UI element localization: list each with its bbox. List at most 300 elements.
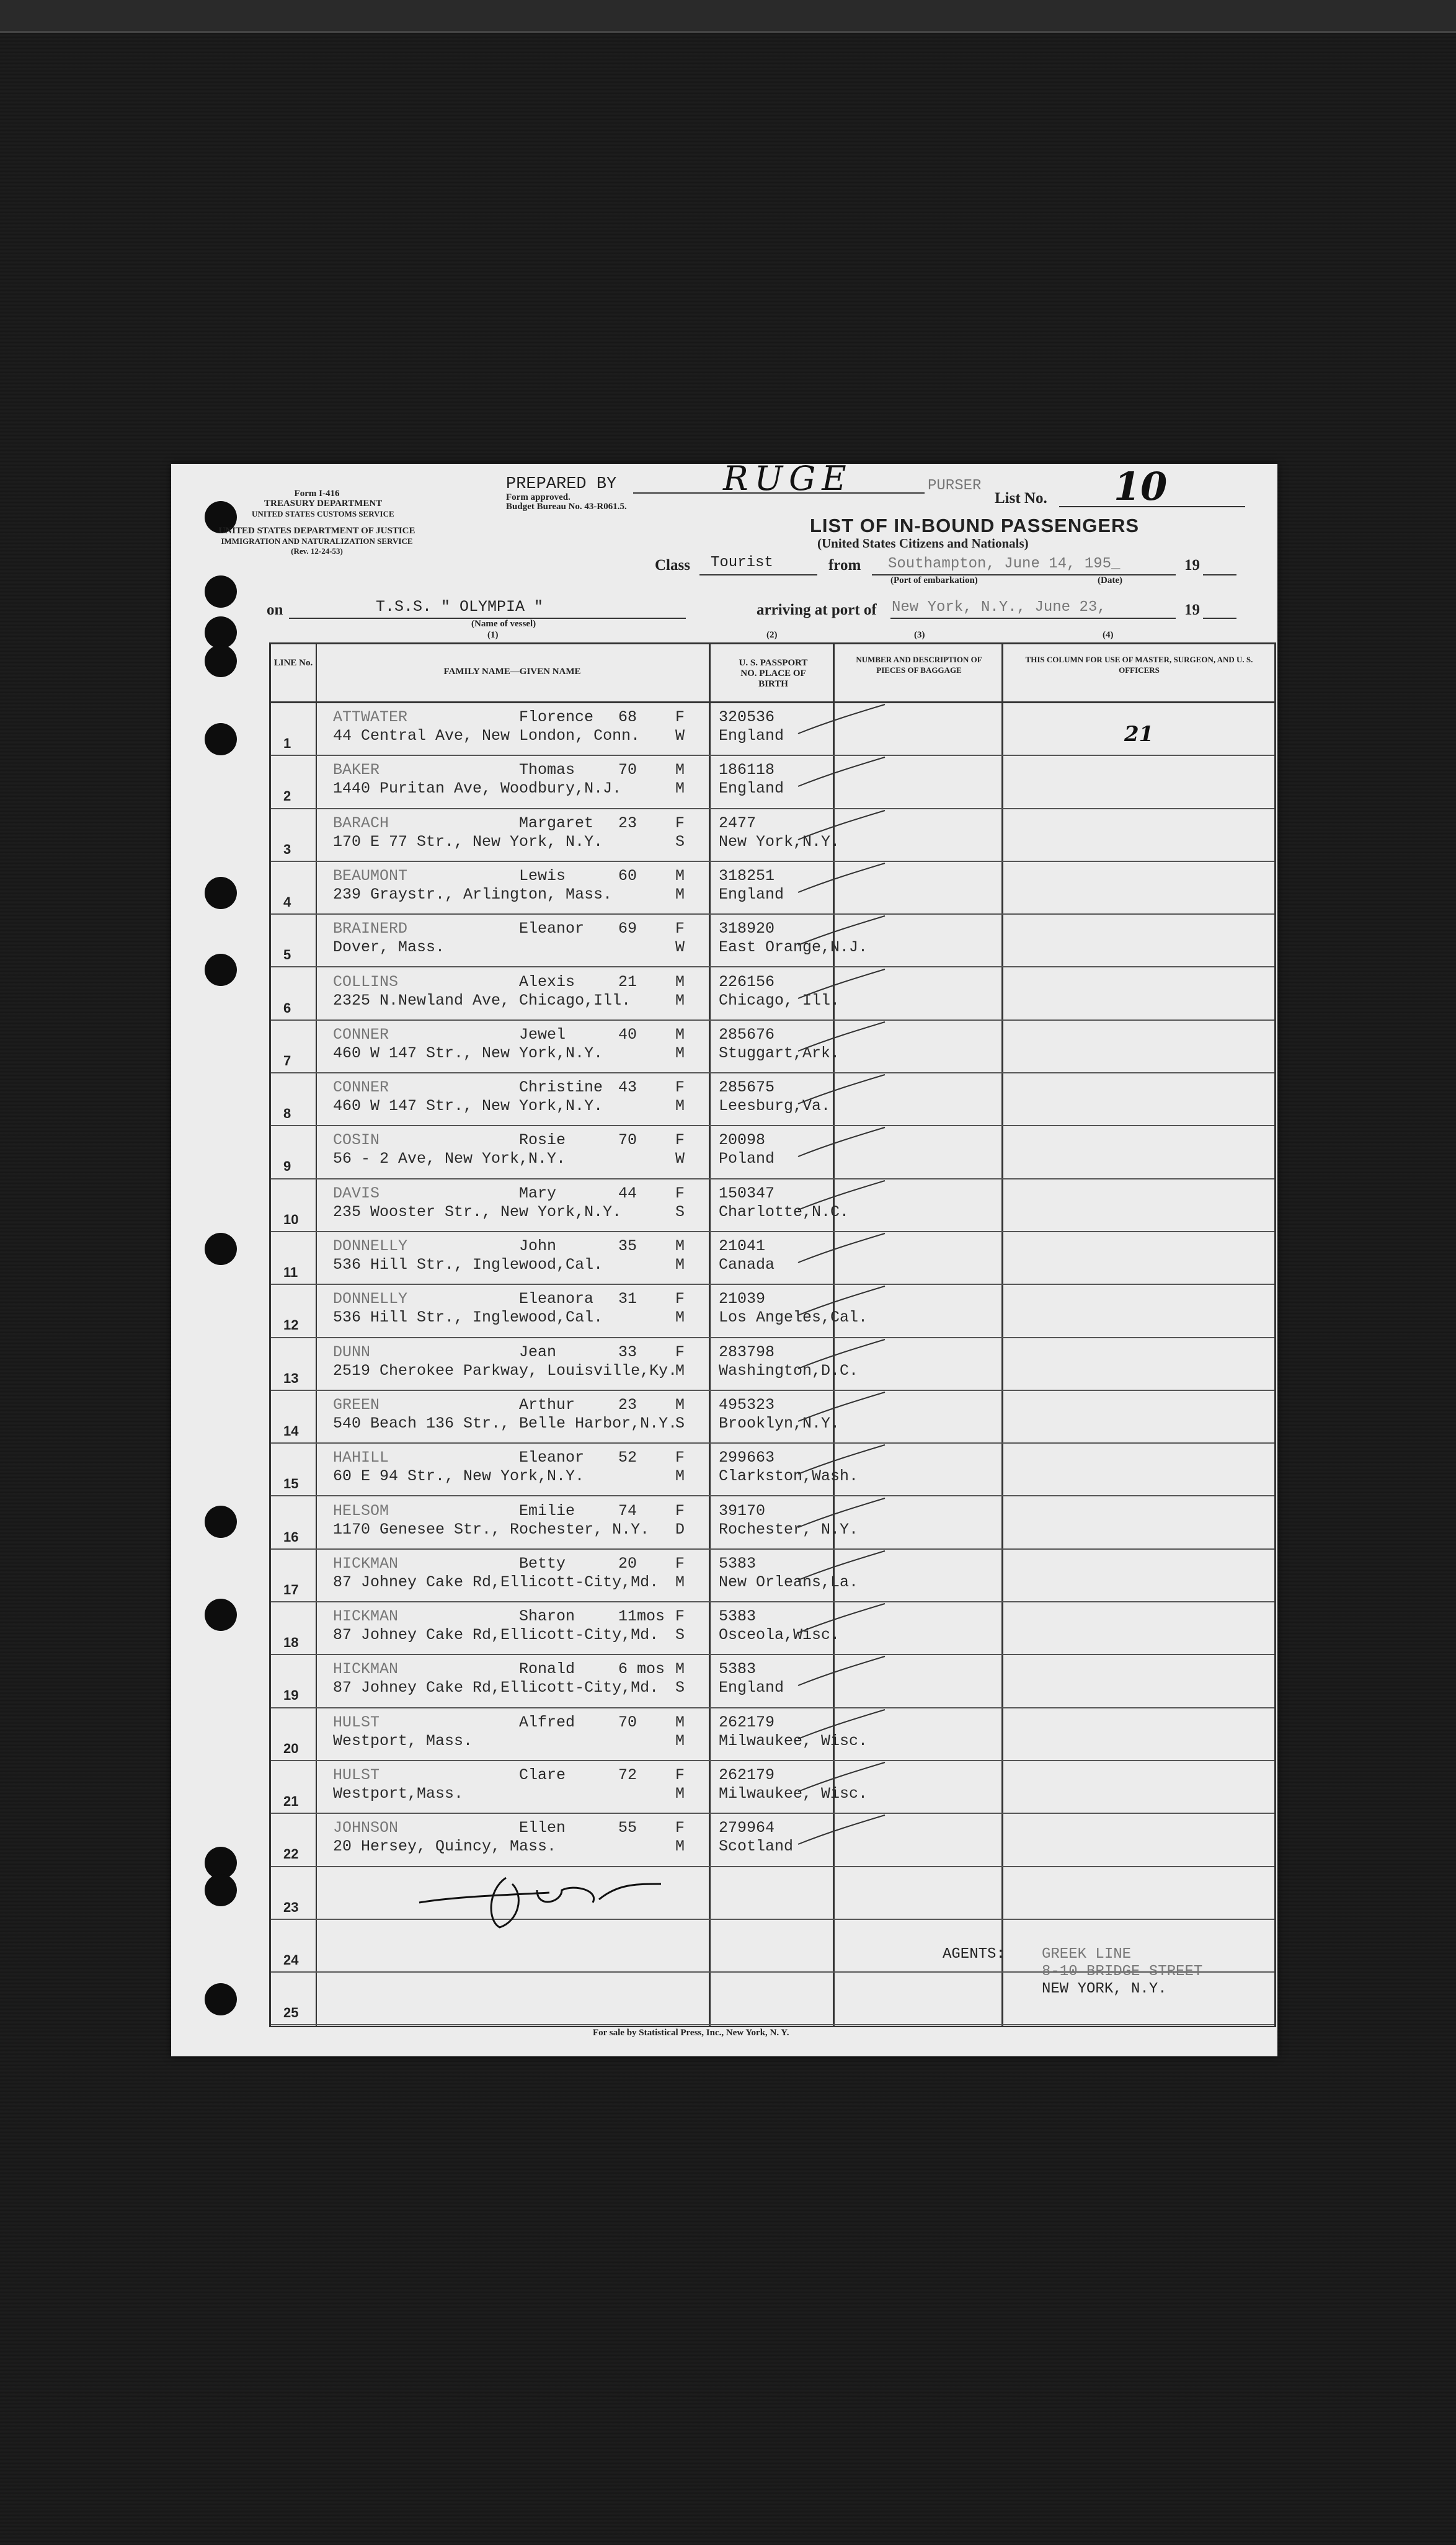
- table-row: [271, 1550, 1274, 1602]
- port-embarkation-caption: (Port of embarkation): [890, 575, 978, 585]
- age: 31: [618, 1290, 637, 1308]
- from-value: Southampton, June 14, 195_: [888, 556, 1121, 572]
- prepared-by-signature: RUGE: [723, 459, 853, 498]
- passport-number: 299663: [719, 1449, 775, 1467]
- table-row: [271, 1073, 1274, 1126]
- age: 68: [618, 708, 637, 726]
- line-number: 8: [283, 1106, 291, 1122]
- family-name: HAHILL: [333, 1449, 389, 1467]
- place-of-birth: Milwaukee, Wisc.: [719, 1785, 868, 1803]
- table-row: [271, 862, 1274, 915]
- check-mark: [792, 1651, 891, 1689]
- check-mark: [792, 1440, 891, 1477]
- table-row: [271, 1338, 1274, 1391]
- home-address: 20 Hersey, Quincy, Mass.: [333, 1837, 557, 1856]
- marital-status: M: [675, 1467, 685, 1486]
- sex: F: [675, 1131, 685, 1150]
- table-row: [271, 1232, 1274, 1285]
- sex: M: [675, 761, 685, 779]
- home-address: 1170 Genesee Str., Rochester, N.Y.: [333, 1520, 650, 1539]
- sex: F: [675, 1078, 685, 1097]
- year-label-1: 19: [1184, 557, 1200, 574]
- place-of-birth: Stuggart,Ark.: [719, 1044, 840, 1062]
- line-number: 7: [283, 1052, 291, 1068]
- form-approved: Form approved.: [506, 492, 570, 502]
- passport-number: 285676: [719, 1025, 775, 1044]
- sex: M: [675, 866, 685, 885]
- place-of-birth: Poland: [719, 1150, 775, 1168]
- sex: F: [675, 920, 685, 938]
- line-number: 19: [283, 1687, 299, 1703]
- family-name: BRAINERD: [333, 920, 408, 938]
- check-mark: [792, 1176, 891, 1213]
- vessel-value: T.S.S. " OLYMPIA ": [376, 598, 544, 616]
- punch-hole: [205, 877, 237, 909]
- sex: F: [675, 1554, 685, 1573]
- table-row: [271, 756, 1274, 809]
- age: 72: [618, 1766, 637, 1784]
- age: 23: [618, 1395, 637, 1414]
- table-row: [271, 968, 1274, 1021]
- passport-number: 226156: [719, 972, 775, 991]
- handwritten-signature: [413, 1865, 673, 1934]
- check-mark: [792, 1070, 891, 1107]
- class-label: Class: [655, 557, 690, 574]
- punch-hole: [205, 1983, 237, 2015]
- agents-label: AGENTS:: [943, 1946, 1005, 1963]
- passport-number: 5383: [719, 1607, 757, 1626]
- home-address: 2519 Cherokee Parkway, Louisville,Ky.: [333, 1361, 678, 1380]
- agents-line-3: NEW YORK, N.Y.: [1042, 1981, 1167, 1997]
- line-number: 6: [283, 1000, 291, 1016]
- check-mark: [792, 806, 891, 843]
- check-mark: [792, 700, 891, 737]
- purser-label: PURSER: [928, 477, 982, 494]
- family-name: BEAUMONT: [333, 866, 408, 885]
- place-of-birth: New York,N.Y.: [719, 832, 840, 851]
- document-page: [171, 459, 1277, 2056]
- family-name: DAVIS: [333, 1184, 380, 1202]
- punch-hole: [205, 954, 237, 986]
- place-of-birth: Osceola,Wisc.: [719, 1626, 840, 1645]
- punch-hole: [205, 723, 237, 755]
- age: 35: [618, 1237, 637, 1255]
- column-number-4: (4): [1103, 630, 1114, 640]
- age: 52: [618, 1449, 637, 1467]
- given-name: Margaret: [519, 814, 594, 832]
- passport-number: 285675: [719, 1078, 775, 1097]
- marital-status: M: [675, 885, 685, 904]
- line-number: 23: [283, 1899, 299, 1915]
- check-mark: [792, 1757, 891, 1795]
- passport-number: 279964: [719, 1819, 775, 1837]
- age: 21: [618, 972, 637, 991]
- passport-number: 262179: [719, 1766, 775, 1784]
- marital-status: W: [675, 1150, 685, 1168]
- given-name: Eleanora: [519, 1290, 594, 1308]
- place-of-birth: England: [719, 885, 784, 904]
- marital-status: M: [675, 1308, 685, 1327]
- line-number: 18: [283, 1635, 299, 1651]
- home-address: 460 W 147 Str., New York,N.Y.: [333, 1044, 603, 1062]
- punch-hole: [205, 575, 237, 608]
- passport-number: 320536: [719, 708, 775, 726]
- home-address: 87 Johney Cake Rd,Ellicott-City,Md.: [333, 1679, 659, 1697]
- age: 60: [618, 866, 637, 885]
- home-address: 44 Central Ave, New London, Conn.: [333, 727, 641, 745]
- line-number: 22: [283, 1846, 299, 1862]
- marital-status: M: [675, 1785, 685, 1803]
- home-address: 540 Beach 136 Str., Belle Harbor,N.Y.: [333, 1414, 678, 1432]
- sex: F: [675, 1343, 685, 1361]
- sex: F: [675, 1819, 685, 1837]
- passport-number: 21039: [719, 1290, 766, 1308]
- line-number: 1: [283, 735, 291, 751]
- dept-customs: UNITED STATES CUSTOMS SERVICE: [252, 509, 394, 518]
- passport-number: 39170: [719, 1501, 766, 1520]
- age: 33: [618, 1343, 637, 1361]
- arriving-value: New York, N.Y., June 23,: [892, 599, 1106, 616]
- marital-status: M: [675, 1361, 685, 1380]
- check-mark: [792, 752, 891, 789]
- marital-status: M: [675, 1097, 685, 1116]
- check-mark: [792, 1493, 891, 1530]
- arriving-line: [890, 618, 1176, 619]
- home-address: 170 E 77 Str., New York, N.Y.: [333, 832, 603, 851]
- table-row: [271, 703, 1274, 756]
- check-mark: [792, 1546, 891, 1583]
- list-no-value: 10: [1114, 464, 1168, 509]
- table-row: [271, 1602, 1274, 1655]
- given-name: Jean: [519, 1343, 557, 1361]
- given-name: Jewel: [519, 1025, 566, 1044]
- check-mark: [792, 964, 891, 1002]
- punch-hole: [205, 1599, 237, 1631]
- line-number: 15: [283, 1476, 299, 1492]
- passport-number: 262179: [719, 1713, 775, 1731]
- vessel-column-number: (1): [487, 630, 499, 640]
- sex: F: [675, 1607, 685, 1626]
- place-of-birth: Charlotte,N.C.: [719, 1202, 850, 1221]
- place-of-birth: East Orange,N.J.: [719, 938, 868, 957]
- sex: M: [675, 1713, 685, 1731]
- age: 55: [618, 1819, 637, 1837]
- line-number: 11: [283, 1264, 298, 1280]
- sex: M: [675, 1660, 685, 1679]
- table-row: [271, 1285, 1274, 1338]
- place-of-birth: England: [719, 1679, 784, 1697]
- passenger-table: [269, 642, 1276, 2027]
- family-name: JOHNSON: [333, 1819, 399, 1837]
- on-label: on: [267, 602, 283, 618]
- footer-printer: For sale by Statistical Press, Inc., New York, N. Y.: [593, 2028, 789, 2038]
- agents-line-2: 8-10 BRIDGE STREET: [1042, 1963, 1203, 1980]
- table-row: [271, 1126, 1274, 1179]
- sex: F: [675, 1290, 685, 1308]
- marital-status: M: [675, 779, 685, 798]
- table-row: [271, 1179, 1274, 1232]
- dept-immigration: IMMIGRATION AND NATURALIZATION SERVICE: [221, 536, 413, 546]
- family-name: BARACH: [333, 814, 389, 832]
- given-name: Rosie: [519, 1131, 566, 1150]
- given-name: Alexis: [519, 972, 575, 991]
- age: 11mos: [618, 1607, 665, 1626]
- scan-top-strip: [0, 0, 1456, 33]
- family-name: DONNELLY: [333, 1290, 408, 1308]
- header-line-no: LINE No.: [273, 658, 313, 668]
- year-label-2: 19: [1184, 602, 1200, 618]
- place-of-birth: Washington,D.C.: [719, 1361, 859, 1380]
- place-of-birth: Brooklyn,N.Y.: [719, 1414, 840, 1432]
- home-address: 87 Johney Cake Rd,Ellicott-City,Md.: [333, 1626, 659, 1645]
- home-address: Westport,Mass.: [333, 1785, 464, 1803]
- check-mark: [792, 1599, 891, 1636]
- age: 20: [618, 1554, 637, 1573]
- marital-status: M: [675, 1256, 685, 1274]
- family-name: DUNN: [333, 1343, 371, 1361]
- sex: M: [675, 972, 685, 991]
- officer-note: 21: [1124, 722, 1154, 747]
- given-name: John: [519, 1237, 557, 1255]
- from-label: from: [828, 557, 861, 574]
- year-line-2: [1203, 618, 1236, 619]
- place-of-birth: Leesburg,Va.: [719, 1097, 831, 1116]
- sex: M: [675, 1237, 685, 1255]
- sex: F: [675, 1449, 685, 1467]
- marital-status: S: [675, 1626, 685, 1645]
- family-name: GREEN: [333, 1395, 380, 1414]
- passport-number: 318251: [719, 866, 775, 885]
- arriving-label: arriving at port of: [757, 602, 877, 618]
- dept-justice: UNITED STATES DEPARTMENT OF JUSTICE: [218, 526, 415, 536]
- agents-line-1: GREEK LINE: [1042, 1946, 1132, 1963]
- marital-status: M: [675, 1573, 685, 1591]
- line-number: 20: [283, 1740, 299, 1756]
- header-officers: THIS COLUMN FOR USE OF MASTER, SURGEON, AND U. S. OFFICERS: [1025, 655, 1253, 675]
- header-baggage: NUMBER AND DESCRIPTION OF PIECES OF BAGGAGE: [856, 655, 982, 675]
- marital-status: S: [675, 1414, 685, 1432]
- sex: M: [675, 1395, 685, 1414]
- given-name: Mary: [519, 1184, 557, 1202]
- place-of-birth: England: [719, 779, 784, 798]
- line-number: 9: [283, 1158, 291, 1175]
- date-caption: (Date): [1098, 575, 1122, 585]
- table-row: [271, 1655, 1274, 1708]
- family-name: HELSOM: [333, 1501, 389, 1520]
- place-of-birth: Los Angeles,Cal.: [719, 1308, 868, 1327]
- passport-number: 318920: [719, 920, 775, 938]
- line-number: 3: [283, 841, 291, 857]
- marital-status: S: [675, 1202, 685, 1221]
- table-row: [271, 1708, 1274, 1761]
- family-name: HULST: [333, 1766, 380, 1784]
- given-name: Eleanor: [519, 1449, 585, 1467]
- given-name: Betty: [519, 1554, 566, 1573]
- place-of-birth: Clarkston,Wash.: [719, 1467, 859, 1486]
- sex: F: [675, 1501, 685, 1520]
- home-address: Dover, Mass.: [333, 938, 445, 957]
- family-name: HULST: [333, 1713, 380, 1731]
- home-address: 235 Wooster Str., New York,N.Y.: [333, 1202, 622, 1221]
- check-mark: [792, 911, 891, 948]
- given-name: Ellen: [519, 1819, 566, 1837]
- line-number: 10: [283, 1211, 299, 1227]
- dept-treasury: TREASURY DEPARTMENT: [264, 499, 383, 509]
- home-address: 56 - 2 Ave, New York,N.Y.: [333, 1150, 566, 1168]
- check-mark: [792, 858, 891, 895]
- marital-status: W: [675, 938, 685, 957]
- budget-bureau: Budget Bureau No. 43-R061.5.: [506, 502, 627, 512]
- header-family-name: FAMILY NAME—GIVEN NAME: [443, 667, 581, 677]
- home-address: Westport, Mass.: [333, 1731, 473, 1750]
- home-address: 60 E 94 Str., New York,N.Y.: [333, 1467, 585, 1486]
- marital-status: W: [675, 727, 685, 745]
- check-mark: [792, 1335, 891, 1372]
- family-name: HICKMAN: [333, 1554, 399, 1573]
- given-name: Ronald: [519, 1660, 575, 1679]
- line-number: 25: [283, 2005, 299, 2021]
- check-mark: [792, 1705, 891, 1742]
- check-mark: [792, 1387, 891, 1424]
- form-number: Form I-416: [294, 489, 340, 499]
- class-value: Tourist: [711, 554, 773, 571]
- header-passport: U. S. PASSPORT NO. PLACE OF BIRTH: [739, 658, 808, 689]
- marital-status: M: [675, 991, 685, 1010]
- form-revision: (Rev. 12-24-53): [291, 546, 343, 556]
- line-number: 5: [283, 947, 291, 963]
- given-name: Sharon: [519, 1607, 575, 1626]
- passport-number: 5383: [719, 1660, 757, 1679]
- check-mark: [792, 1017, 891, 1054]
- age: 69: [618, 920, 637, 938]
- line-number: 13: [283, 1370, 299, 1386]
- line-number: 14: [283, 1423, 299, 1439]
- place-of-birth: England: [719, 727, 784, 745]
- table-row: [271, 1391, 1274, 1444]
- marital-status: S: [675, 1679, 685, 1697]
- line-number: 2: [283, 788, 291, 804]
- passport-number: 186118: [719, 761, 775, 779]
- given-name: Eleanor: [519, 920, 585, 938]
- column-number-3: (3): [914, 630, 925, 640]
- age: 40: [618, 1025, 637, 1044]
- passport-number: 20098: [719, 1131, 766, 1150]
- given-name: Clare: [519, 1766, 566, 1784]
- given-name: Arthur: [519, 1395, 575, 1414]
- passport-number: 2477: [719, 814, 757, 832]
- table-row: [271, 1444, 1274, 1496]
- place-of-birth: Scotland: [719, 1837, 794, 1856]
- prepared-by-label: PREPARED BY: [506, 475, 617, 494]
- line-number: 16: [283, 1529, 299, 1545]
- place-of-birth: Milwaukee, Wisc.: [719, 1731, 868, 1750]
- home-address: 239 Graystr., Arlington, Mass.: [333, 885, 613, 904]
- column-number-2: (2): [766, 630, 778, 640]
- given-name: Christine: [519, 1078, 603, 1097]
- family-name: HICKMAN: [333, 1660, 399, 1679]
- age: 70: [618, 1131, 637, 1150]
- marital-status: M: [675, 1731, 685, 1750]
- family-name: ATTWATER: [333, 708, 408, 726]
- table-row: [271, 809, 1274, 862]
- age: 44: [618, 1184, 637, 1202]
- place-of-birth: Rochester, N.Y.: [719, 1520, 859, 1539]
- home-address: 536 Hill Str., Inglewood,Cal.: [333, 1256, 603, 1274]
- line-number: 21: [283, 1793, 299, 1809]
- table-row: [271, 1021, 1274, 1073]
- place-of-birth: Canada: [719, 1256, 775, 1274]
- sex: F: [675, 814, 685, 832]
- given-name: Emilie: [519, 1501, 575, 1520]
- line-number: 24: [283, 1952, 299, 1968]
- document-subtitle: (United States Citizens and Nationals): [817, 536, 1029, 551]
- place-of-birth: Chicago, Ill.: [719, 991, 840, 1010]
- table-row: [271, 915, 1274, 967]
- given-name: Thomas: [519, 761, 575, 779]
- punch-hole: [205, 1233, 237, 1265]
- line-number: 12: [283, 1317, 299, 1333]
- age: 43: [618, 1078, 637, 1097]
- line-number: 17: [283, 1581, 299, 1597]
- age: 74: [618, 1501, 637, 1520]
- sex: M: [675, 1025, 685, 1044]
- given-name: Alfred: [519, 1713, 575, 1731]
- family-name: CONNER: [333, 1025, 389, 1044]
- row-divider: [271, 2024, 1274, 2025]
- passport-number: 495323: [719, 1395, 775, 1414]
- marital-status: D: [675, 1520, 685, 1539]
- marital-status: S: [675, 832, 685, 851]
- sex: F: [675, 708, 685, 726]
- check-mark: [792, 1122, 891, 1160]
- marital-status: M: [675, 1044, 685, 1062]
- family-name: DONNELLY: [333, 1237, 408, 1255]
- line-number: 4: [283, 894, 291, 910]
- table-row: [271, 1814, 1274, 1867]
- age: 70: [618, 1713, 637, 1731]
- sex: F: [675, 1766, 685, 1784]
- family-name: COSIN: [333, 1131, 380, 1150]
- family-name: HICKMAN: [333, 1607, 399, 1626]
- class-line: [699, 574, 817, 575]
- given-name: Lewis: [519, 866, 566, 885]
- check-mark: [792, 1281, 891, 1318]
- family-name: BAKER: [333, 761, 380, 779]
- home-address: 2325 N.Newland Ave, Chicago,Ill.: [333, 991, 631, 1010]
- year-line-1: [1203, 574, 1236, 575]
- passport-number: 21041: [719, 1237, 766, 1255]
- home-address: 87 Johney Cake Rd,Ellicott-City,Md.: [333, 1573, 659, 1591]
- age: 23: [618, 814, 637, 832]
- sex: F: [675, 1184, 685, 1202]
- punch-hole: [205, 616, 237, 649]
- passport-number: 150347: [719, 1184, 775, 1202]
- check-mark: [792, 1228, 891, 1266]
- given-name: Florence: [519, 708, 594, 726]
- table-row: [271, 1497, 1274, 1550]
- age: 6 mos: [618, 1660, 665, 1679]
- place-of-birth: New Orleans,La.: [719, 1573, 859, 1591]
- punch-hole: [205, 1506, 237, 1538]
- document-title: LIST OF IN-BOUND PASSENGERS: [810, 515, 1140, 536]
- punch-hole: [205, 1874, 237, 1906]
- home-address: 460 W 147 Str., New York,N.Y.: [333, 1097, 603, 1116]
- punch-hole: [205, 645, 237, 677]
- family-name: COLLINS: [333, 972, 399, 991]
- marital-status: M: [675, 1837, 685, 1856]
- vessel-caption: (Name of vessel): [471, 619, 536, 629]
- family-name: CONNER: [333, 1078, 389, 1097]
